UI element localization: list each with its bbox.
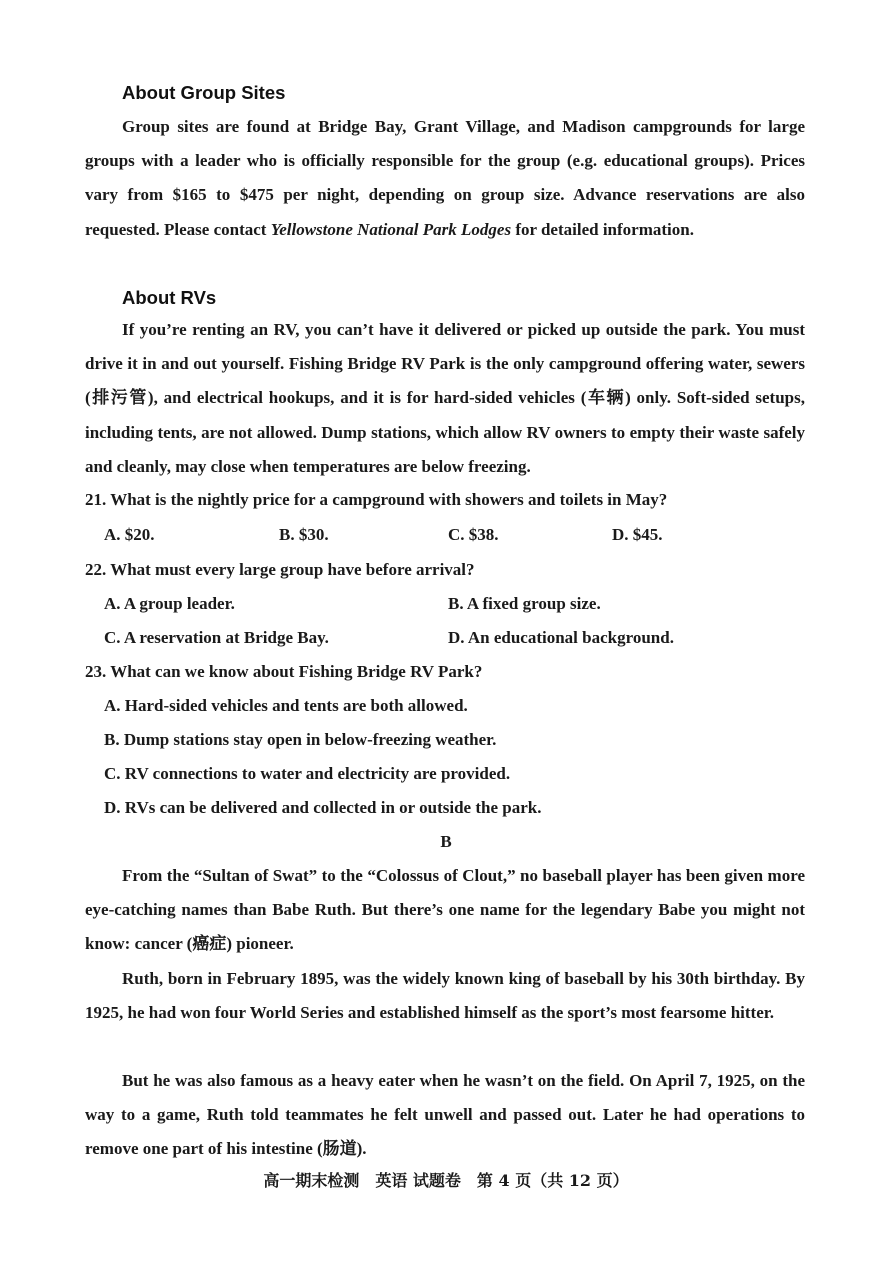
page-footer: 高一期末检测 英语 试题卷 第 4 页（共 12 页） [263,1171,629,1190]
q22-option-c: C. A reservation at Bridge Bay. [104,628,329,647]
question-21: 21. What is the nightly price for a campground with showers and toilets in May? [85,490,668,509]
rvs-text: If you’re renting an RV, you can’t have it delivered or picked up outside the park. You must drive it in and out yourself. Fishing Bridge RV Park is the only campground offering water, sewers (排污管), and electrical hookups, and it is for hard-sided vehicles (车辆) only. Soft-sided setups, including tents, are not allowed. Dump stations, which allow RV owners to empty their waste safely and cleanly, may close when temperatures are below freezing. [85,320,805,476]
passage-b-paragraph-3 [85,1064,805,1167]
q21-option-a: A. $20. [104,525,155,544]
q22-option-a: A. A group leader. [104,594,235,613]
q21-option-c: C. $38. [448,525,499,544]
paragraph-group-sites [85,110,805,247]
question-23: 23. What can we know about Fishing Bridge RV Park? [85,662,483,681]
q22-option-b: B. A fixed group size. [448,594,601,613]
passage-b-p1-text: From the “Sultan of Swat” to the “Colossus of Clout,” no baseball player has been given more eye-catching names than Babe Ruth. But there’s one name for the legendary Babe you might not know: cancer (癌症) pioneer. [85,866,805,954]
passage-b-p2-text: Ruth, born in February 1895, was the widely known king of baseball by his 30th birthday. By 1925, he had won four World Series and established himself as the sport’s most fearsome hitter. [85,969,805,1023]
passage-b-paragraph-2 [85,962,805,1030]
q23-option-d: D. RVs can be delivered and collected in or outside the park. [104,798,542,817]
q21-option-b: B. $30. [279,525,329,544]
group-sites-lodges-name: Yellowstone National Park Lodges [270,219,512,239]
q23-option-c: C. RV connections to water and electricity are provided. [104,764,511,783]
q21-option-d: D. $45. [612,525,663,544]
heading-group-sites: About Group Sites [122,82,286,103]
heading-rvs: About RVs [122,287,217,308]
q23-option-a: A. Hard-sided vehicles and tents are both allowed. [104,696,468,715]
passage-b-label: B [440,832,452,851]
group-sites-text-1: Group sites are found at Bridge Bay, Grant Village, and Madison campgrounds for large groups with a leader who is officially responsible for the group (e.g. educational groups). Prices vary from $165 to $475 per night, depending on group size. Advance reservations are also requested. Please contact [85,117,805,239]
passage-b-p3-text: But he was also famous as a heavy eater when he wasn’t on the field. On April 7, 1925, on the way to a game, Ruth told teammates he felt unwell and passed out. Later he had operations to remove one part of his intestine (肠道). [85,1071,805,1159]
q22-option-d: D. An educational background. [448,628,674,647]
paragraph-rvs [85,313,805,484]
group-sites-text-2: for detailed information. [511,219,694,239]
question-22: 22. What must every large group have before arrival? [85,560,475,579]
passage-b-paragraph-1 [85,859,805,962]
q23-option-b: B. Dump stations stay open in below-freezing weather. [104,730,497,749]
